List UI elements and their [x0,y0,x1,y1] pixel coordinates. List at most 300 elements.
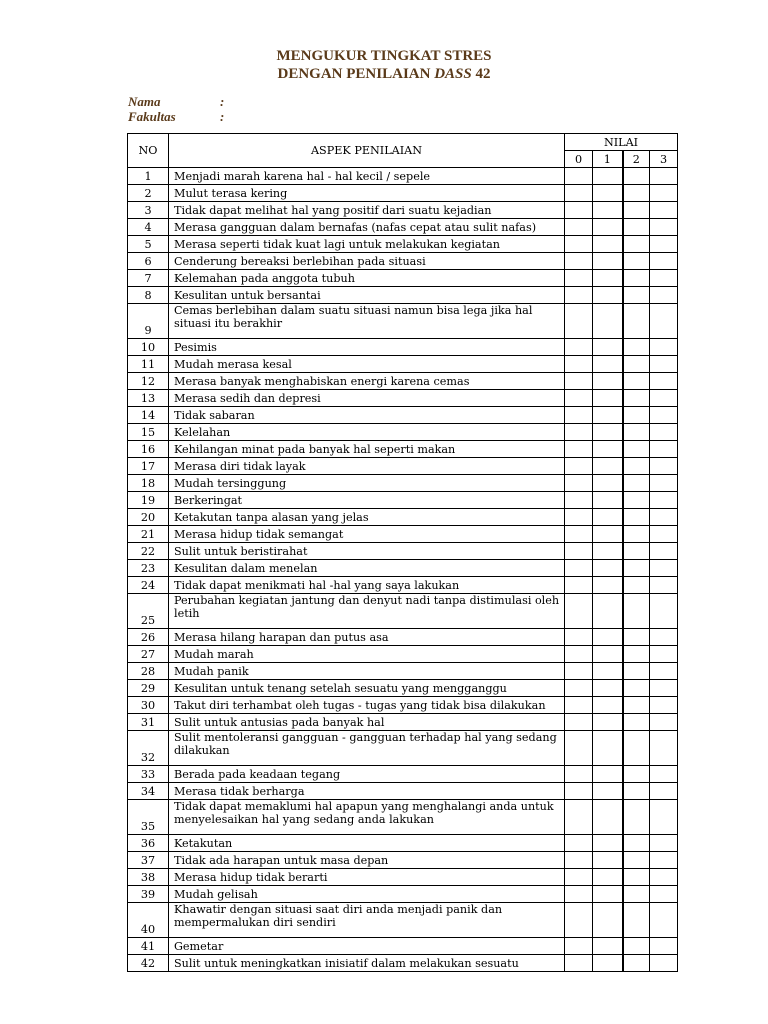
score-cell-1[interactable] [593,168,623,185]
score-cell-2[interactable] [623,663,650,680]
table-row [128,869,678,886]
score-cell-3[interactable] [650,663,678,680]
table-row [128,766,678,783]
row-aspect-text: Mudah merasa kesal [169,356,565,373]
score-cell-1[interactable] [593,680,623,697]
score-cell-1[interactable] [593,458,623,475]
score-cell-0[interactable] [565,680,593,697]
score-cell-1[interactable] [593,835,623,852]
score-cell-2[interactable] [623,766,650,783]
score-cell-1[interactable] [593,869,623,886]
score-cell-1[interactable] [593,577,623,594]
table-row [128,783,678,800]
score-cell-3[interactable] [650,339,678,356]
score-cell-0[interactable] [565,424,593,441]
score-cell-0[interactable] [565,783,593,800]
table-row [128,253,678,270]
row-number: 22 [128,543,169,560]
row-aspect-text: Merasa hilang harapan dan putus asa [169,629,565,646]
score-cell-3[interactable] [650,543,678,560]
row-aspect-text: Pesimis [169,339,565,356]
header-no: NO [128,134,169,168]
score-cell-0[interactable] [565,475,593,492]
score-cell-3[interactable] [650,390,678,407]
score-cell-3[interactable] [650,253,678,270]
row-aspect-text: Takut diri terhambat oleh tugas - tugas yang tidak bisa dilakukan [169,697,565,714]
table-row [128,680,678,697]
table-row [128,424,678,441]
score-cell-2[interactable] [623,577,650,594]
row-aspect-text: Mudah tersinggung [169,475,565,492]
score-cell-3[interactable] [650,852,678,869]
score-cell-2[interactable] [623,390,650,407]
row-aspect-text: Merasa seperti tidak kuat lagi untuk melakukan kegiatan [169,236,565,253]
row-aspect-text: Tidak dapat melihat hal yang positif dari suatu kejadian [169,202,565,219]
row-number: 4 [128,219,169,236]
score-cell-2[interactable] [623,697,650,714]
row-number: 21 [128,526,169,543]
row-number: 18 [128,475,169,492]
row-number: 31 [128,714,169,731]
row-aspect-text: Cemas berlebihan dalam suatu situasi namun bisa lega jika hal situasi itu berakhir [169,304,565,339]
score-cell-0[interactable] [565,886,593,903]
score-cell-2[interactable] [623,731,650,766]
score-cell-1[interactable] [593,219,623,236]
score-cell-1[interactable] [593,270,623,287]
subtitle-prefix: DENGAN PENILAIAN [277,66,435,82]
row-aspect-text: Kesulitan dalam menelan [169,560,565,577]
score-cell-0[interactable] [565,646,593,663]
score-cell-3[interactable] [650,938,678,955]
score-cell-1[interactable] [593,287,623,304]
score-cell-2[interactable] [623,869,650,886]
score-cell-1[interactable] [593,441,623,458]
score-cell-3[interactable] [650,202,678,219]
score-cell-2[interactable] [623,955,650,972]
score-cell-3[interactable] [650,835,678,852]
score-cell-3[interactable] [650,560,678,577]
score-cell-3[interactable] [650,886,678,903]
score-cell-2[interactable] [623,304,650,339]
table-row [128,594,678,629]
score-cell-3[interactable] [650,424,678,441]
row-number: 24 [128,577,169,594]
row-number: 27 [128,646,169,663]
score-cell-2[interactable] [623,543,650,560]
score-cell-2[interactable] [623,253,650,270]
row-aspect-text: Merasa gangguan dalam bernafas (nafas cepat atau sulit nafas) [169,219,565,236]
row-aspect-text: Kelelahan [169,424,565,441]
score-cell-3[interactable] [650,509,678,526]
score-cell-0[interactable] [565,304,593,339]
row-aspect-text: Tidak dapat memaklumi hal apapun yang menghalangi anda untuk menyelesaikan hal yang sedang anda lakukan [169,800,565,835]
row-number: 7 [128,270,169,287]
score-cell-3[interactable] [650,594,678,629]
row-aspect-text: Tidak sabaran [169,407,565,424]
score-cell-0[interactable] [565,852,593,869]
score-cell-1[interactable] [593,783,623,800]
row-aspect-text: Menjadi marah karena hal - hal kecil / sepele [169,168,565,185]
score-cell-2[interactable] [623,594,650,629]
row-number: 33 [128,766,169,783]
subtitle-dass: DASS [434,66,472,82]
row-number: 34 [128,783,169,800]
field-nama [128,94,225,110]
table-row [128,287,678,304]
score-cell-2[interactable] [623,852,650,869]
row-number: 11 [128,356,169,373]
score-cell-0[interactable] [565,663,593,680]
score-cell-1[interactable] [593,663,623,680]
score-cell-0[interactable] [565,800,593,835]
score-cell-1[interactable] [593,526,623,543]
table-row [128,441,678,458]
score-cell-0[interactable] [565,629,593,646]
score-cell-3[interactable] [650,697,678,714]
score-cell-2[interactable] [623,886,650,903]
score-cell-3[interactable] [650,373,678,390]
table-row [128,356,678,373]
table-row [128,903,678,938]
table-row [128,509,678,526]
row-number: 41 [128,938,169,955]
score-cell-0[interactable] [565,731,593,766]
score-cell-1[interactable] [593,714,623,731]
score-cell-0[interactable] [565,168,593,185]
row-number: 9 [128,304,169,339]
table-row [128,270,678,287]
table-row [128,526,678,543]
score-cell-0[interactable] [565,390,593,407]
score-cell-2[interactable] [623,424,650,441]
row-number: 30 [128,697,169,714]
row-aspect-text: Merasa sedih dan depresi [169,390,565,407]
score-cell-2[interactable] [623,646,650,663]
row-number: 40 [128,903,169,938]
header-nilai-0: 0 [565,151,593,168]
score-cell-1[interactable] [593,373,623,390]
score-cell-1[interactable] [593,903,623,938]
assessment-table [127,133,678,972]
table-row [128,373,678,390]
field-fakultas-colon[interactable]: : [220,109,225,124]
row-aspect-text: Berada pada keadaan tegang [169,766,565,783]
score-cell-2[interactable] [623,903,650,938]
row-number: 2 [128,185,169,202]
score-cell-1[interactable] [593,886,623,903]
row-number: 35 [128,800,169,835]
score-cell-2[interactable] [623,560,650,577]
score-cell-2[interactable] [623,236,650,253]
score-cell-0[interactable] [565,509,593,526]
score-cell-1[interactable] [593,766,623,783]
row-aspect-text: Merasa hidup tidak semangat [169,526,565,543]
row-number: 20 [128,509,169,526]
score-cell-3[interactable] [650,492,678,509]
row-number: 16 [128,441,169,458]
score-cell-1[interactable] [593,339,623,356]
score-cell-2[interactable] [623,680,650,697]
table-row [128,663,678,680]
row-number: 42 [128,955,169,972]
score-cell-2[interactable] [623,492,650,509]
score-cell-3[interactable] [650,714,678,731]
row-aspect-text: Merasa hidup tidak berarti [169,869,565,886]
score-cell-3[interactable] [650,955,678,972]
field-nama-colon[interactable]: : [220,94,225,109]
score-cell-3[interactable] [650,458,678,475]
row-number: 32 [128,731,169,766]
score-cell-0[interactable] [565,270,593,287]
score-cell-2[interactable] [623,714,650,731]
table-row [128,304,678,339]
score-cell-2[interactable] [623,185,650,202]
row-number: 36 [128,835,169,852]
table-row [128,938,678,955]
score-cell-1[interactable] [593,492,623,509]
score-cell-1[interactable] [593,424,623,441]
row-aspect-text: Sulit mentoleransi gangguan - gangguan terhadap hal yang sedang dilakukan [169,731,565,766]
header-nilai-1: 1 [593,151,623,168]
score-cell-3[interactable] [650,236,678,253]
table-row [128,339,678,356]
score-cell-3[interactable] [650,646,678,663]
score-cell-2[interactable] [623,441,650,458]
table-row [128,475,678,492]
score-cell-3[interactable] [650,869,678,886]
score-cell-2[interactable] [623,509,650,526]
score-cell-1[interactable] [593,407,623,424]
score-cell-1[interactable] [593,629,623,646]
row-number: 29 [128,680,169,697]
score-cell-0[interactable] [565,185,593,202]
row-number: 37 [128,852,169,869]
score-cell-2[interactable] [623,339,650,356]
table-row [128,236,678,253]
header-nilai-2: 2 [623,151,650,168]
row-number: 38 [128,869,169,886]
score-cell-2[interactable] [623,202,650,219]
score-cell-3[interactable] [650,629,678,646]
score-cell-2[interactable] [623,168,650,185]
score-cell-1[interactable] [593,253,623,270]
row-aspect-text: Sulit untuk meningkatkan inisiatif dalam melakukan sesuatu [169,955,565,972]
row-number: 28 [128,663,169,680]
row-aspect-text: Perubahan kegiatan jantung dan denyut nadi tanpa distimulasi oleh letih [169,594,565,629]
row-aspect-text: Mudah panik [169,663,565,680]
score-cell-0[interactable] [565,560,593,577]
field-nama-label: Nama [128,94,161,109]
score-cell-0[interactable] [565,543,593,560]
score-cell-1[interactable] [593,955,623,972]
table-row [128,458,678,475]
score-cell-2[interactable] [623,629,650,646]
score-cell-3[interactable] [650,731,678,766]
score-cell-0[interactable] [565,526,593,543]
score-cell-1[interactable] [593,560,623,577]
score-cell-3[interactable] [650,356,678,373]
row-number: 10 [128,339,169,356]
row-number: 1 [128,168,169,185]
score-cell-3[interactable] [650,577,678,594]
score-cell-3[interactable] [650,441,678,458]
table-row [128,390,678,407]
row-aspect-text: Ketakutan tanpa alasan yang jelas [169,509,565,526]
header-nilai-3: 3 [650,151,678,168]
score-cell-0[interactable] [565,219,593,236]
row-number: 39 [128,886,169,903]
score-cell-3[interactable] [650,219,678,236]
score-cell-0[interactable] [565,236,593,253]
score-cell-0[interactable] [565,287,593,304]
score-cell-0[interactable] [565,441,593,458]
score-cell-3[interactable] [650,304,678,339]
score-cell-1[interactable] [593,356,623,373]
row-aspect-text: Tidak ada harapan untuk masa depan [169,852,565,869]
score-cell-3[interactable] [650,407,678,424]
score-cell-2[interactable] [623,458,650,475]
score-cell-0[interactable] [565,202,593,219]
score-cell-3[interactable] [650,287,678,304]
score-cell-3[interactable] [650,475,678,492]
score-cell-0[interactable] [565,492,593,509]
score-cell-0[interactable] [565,253,593,270]
score-cell-0[interactable] [565,594,593,629]
row-aspect-text: Khawatir dengan situasi saat diri anda menjadi panik dan mempermalukan diri sendiri [169,903,565,938]
row-number: 26 [128,629,169,646]
table-row [128,646,678,663]
score-cell-2[interactable] [623,783,650,800]
score-cell-2[interactable] [623,373,650,390]
score-cell-1[interactable] [593,594,623,629]
row-number: 25 [128,594,169,629]
score-cell-1[interactable] [593,731,623,766]
table-row [128,560,678,577]
score-cell-3[interactable] [650,800,678,835]
score-cell-0[interactable] [565,373,593,390]
row-aspect-text: Kehilangan minat pada banyak hal seperti makan [169,441,565,458]
row-number: 14 [128,407,169,424]
table-row [128,543,678,560]
score-cell-2[interactable] [623,800,650,835]
score-cell-1[interactable] [593,202,623,219]
table-row [128,835,678,852]
score-cell-3[interactable] [650,903,678,938]
row-aspect-text: Cenderung bereaksi berlebihan pada situasi [169,253,565,270]
score-cell-2[interactable] [623,835,650,852]
row-number: 3 [128,202,169,219]
score-cell-2[interactable] [623,526,650,543]
score-cell-0[interactable] [565,714,593,731]
score-cell-2[interactable] [623,356,650,373]
score-cell-0[interactable] [565,339,593,356]
score-cell-2[interactable] [623,219,650,236]
score-cell-0[interactable] [565,955,593,972]
score-cell-1[interactable] [593,185,623,202]
table-row [128,800,678,835]
table-row [128,886,678,903]
field-fakultas-label: Fakultas [128,109,176,124]
field-fakultas [128,109,225,125]
row-number: 15 [128,424,169,441]
row-number: 17 [128,458,169,475]
table-row [128,168,678,185]
score-cell-2[interactable] [623,407,650,424]
score-cell-0[interactable] [565,938,593,955]
score-cell-1[interactable] [593,938,623,955]
row-aspect-text: Kesulitan untuk tenang setelah sesuatu yang mengganggu [169,680,565,697]
subtitle-suffix: 42 [471,66,491,82]
table-row [128,731,678,766]
page-subtitle [0,66,768,83]
row-aspect-text: Ketakutan [169,835,565,852]
score-cell-0[interactable] [565,458,593,475]
score-cell-2[interactable] [623,475,650,492]
row-aspect-text: Mulut terasa kering [169,185,565,202]
score-cell-0[interactable] [565,697,593,714]
row-number: 23 [128,560,169,577]
score-cell-1[interactable] [593,475,623,492]
score-cell-1[interactable] [593,236,623,253]
score-cell-0[interactable] [565,356,593,373]
score-cell-0[interactable] [565,903,593,938]
row-number: 13 [128,390,169,407]
row-aspect-text: Kelemahan pada anggota tubuh [169,270,565,287]
score-cell-1[interactable] [593,509,623,526]
table-row [128,577,678,594]
score-cell-1[interactable] [593,697,623,714]
row-aspect-text: Kesulitan untuk bersantai [169,287,565,304]
table-row [128,202,678,219]
score-cell-2[interactable] [623,938,650,955]
score-cell-0[interactable] [565,835,593,852]
score-cell-1[interactable] [593,390,623,407]
row-aspect-text: Merasa banyak menghabiskan energi karena cemas [169,373,565,390]
score-cell-3[interactable] [650,168,678,185]
page-title: MENGUKUR TINGKAT STRES [276,48,492,64]
header-nilai: NILAI [565,134,678,151]
table-row [128,697,678,714]
score-cell-3[interactable] [650,680,678,697]
table-row [128,219,678,236]
score-cell-1[interactable] [593,646,623,663]
score-cell-1[interactable] [593,800,623,835]
score-cell-3[interactable] [650,185,678,202]
score-cell-2[interactable] [623,270,650,287]
score-cell-3[interactable] [650,270,678,287]
score-cell-1[interactable] [593,852,623,869]
score-cell-0[interactable] [565,766,593,783]
table-row [128,185,678,202]
score-cell-3[interactable] [650,766,678,783]
score-cell-1[interactable] [593,543,623,560]
score-cell-0[interactable] [565,407,593,424]
score-cell-1[interactable] [593,304,623,339]
score-cell-0[interactable] [565,869,593,886]
score-cell-3[interactable] [650,526,678,543]
score-cell-0[interactable] [565,577,593,594]
score-cell-3[interactable] [650,783,678,800]
row-number: 19 [128,492,169,509]
score-cell-2[interactable] [623,287,650,304]
table-row [128,492,678,509]
row-aspect-text: Mudah gelisah [169,886,565,903]
table-row [128,852,678,869]
table-row [128,955,678,972]
row-aspect-text: Tidak dapat menikmati hal -hal yang saya lakukan [169,577,565,594]
row-aspect-text: Berkeringat [169,492,565,509]
table-row [128,407,678,424]
